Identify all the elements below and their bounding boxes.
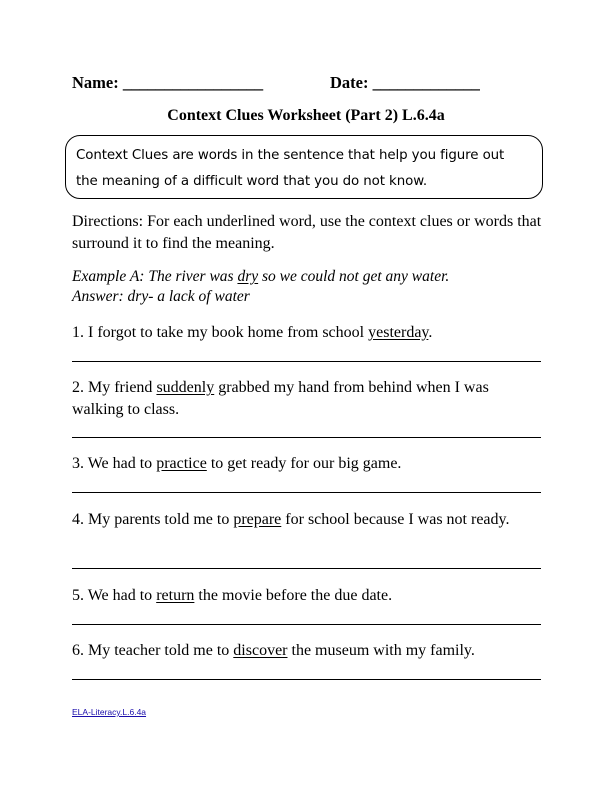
date-blank: _____________ <box>372 73 480 92</box>
underlined-word: discover <box>233 642 288 659</box>
underlined-word: suddenly <box>156 379 215 396</box>
question-3 <box>72 453 542 475</box>
question-6 <box>72 640 542 662</box>
question-2 <box>72 377 542 421</box>
underlined-word: practice <box>156 455 207 472</box>
example-sentence <box>72 267 542 287</box>
header-row <box>72 73 480 93</box>
answer-line-4[interactable] <box>72 568 541 569</box>
definition-box <box>65 135 543 199</box>
question-text: 6. My teacher told me to <box>72 642 234 659</box>
worksheet-title: Context Clues Worksheet (Part 2) L.6.4a <box>167 107 445 124</box>
answer-line-1[interactable] <box>72 361 541 362</box>
question-text: 1. I forgot to take my book home from school <box>72 324 369 341</box>
definition-line-1: Context Clues are words in the sentence that help you figure out <box>76 148 505 163</box>
question-text: to get ready for our big game. <box>206 455 402 472</box>
example-prefix: Example A: The river was <box>72 268 238 285</box>
answer-line-5[interactable] <box>72 624 541 625</box>
answer-line-2[interactable] <box>72 437 541 438</box>
example-block <box>72 267 542 307</box>
question-text: the museum with my family. <box>287 642 475 659</box>
question-text: 3. We had to <box>72 455 157 472</box>
question-text: grabbed my hand from behind when I was walking to class. <box>72 379 489 418</box>
example-answer: Answer: dry- a lack of water <box>72 288 250 305</box>
question-text: 4. My parents told me to <box>72 511 234 528</box>
question-4 <box>72 509 542 531</box>
example-underlined-word: dry <box>237 268 259 285</box>
question-text: . <box>428 324 433 341</box>
question-1 <box>72 322 542 344</box>
question-5 <box>72 585 542 607</box>
date-label: Date: <box>330 73 369 92</box>
date-field <box>330 73 480 93</box>
name-blank: _________________ <box>122 73 264 92</box>
question-text: for school because I was not ready. <box>281 511 510 528</box>
question-text: 2. My friend <box>72 379 157 396</box>
question-text: the movie before the due date. <box>194 587 393 604</box>
standard-link[interactable]: ELA-Literacy.L.6.4a <box>72 707 147 717</box>
name-label: Name: <box>72 73 119 92</box>
directions-text: Directions: For each underlined word, use the context clues or words that surround it to find the meaning. <box>72 213 542 252</box>
answer-line-6[interactable] <box>72 679 541 680</box>
underlined-word: prepare <box>233 511 282 528</box>
definition-line-2: the meaning of a difficult word that you do not know. <box>76 174 427 189</box>
question-text: 5. We had to <box>72 587 157 604</box>
underlined-word: yesterday <box>368 324 429 341</box>
underlined-word: return <box>156 587 195 604</box>
answer-line-3[interactable] <box>72 492 541 493</box>
example-suffix: so we could not get any water. <box>258 268 450 285</box>
